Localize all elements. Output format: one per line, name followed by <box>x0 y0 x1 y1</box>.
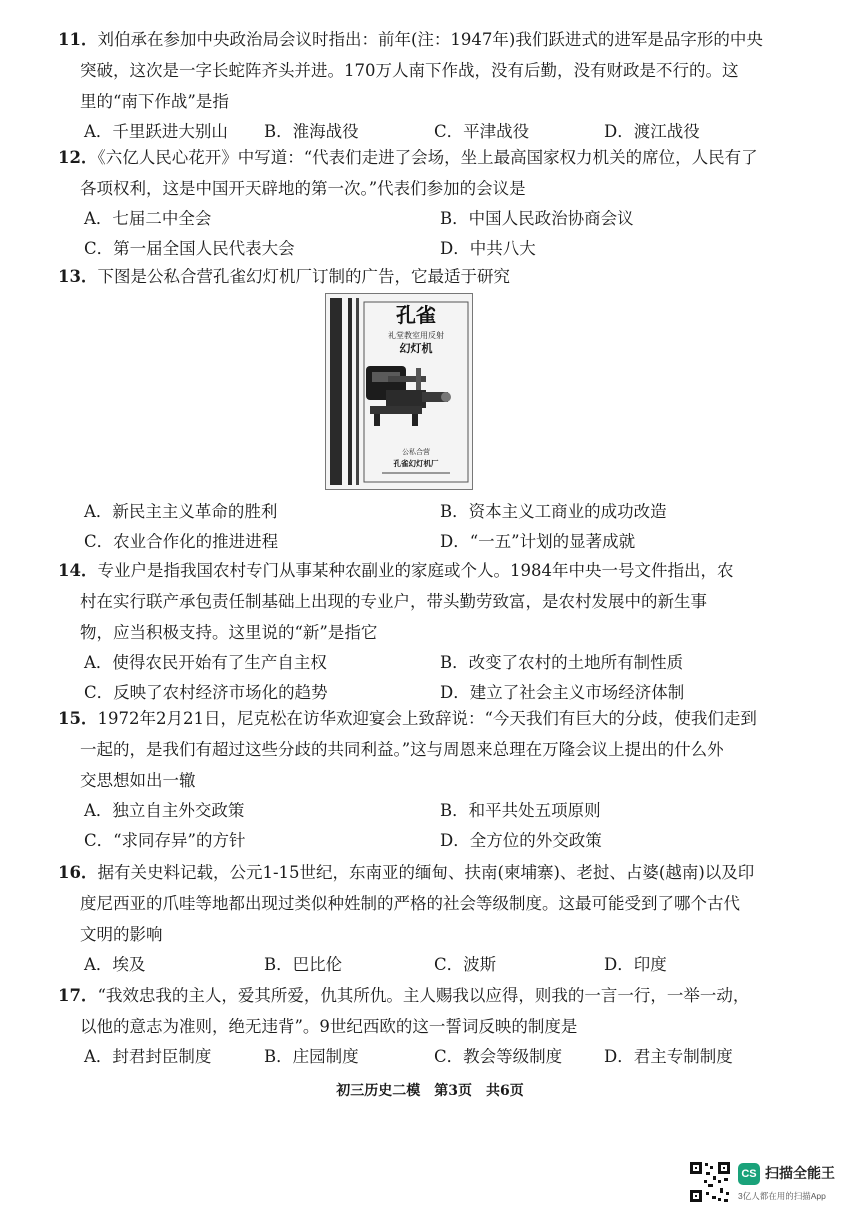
question-text-line: 度尼西亚的爪哇等地都出现过类似种姓制的严格的社会等级制度。这最可能受到了哪个古代 <box>80 894 740 913</box>
ad-subheading: 礼堂教室用反射 <box>388 331 444 340</box>
camscanner-tagline: 3亿人都在用的扫描App <box>738 1191 826 1201</box>
page-footer: 初三历史二模 第3页 共6页 <box>336 1083 524 1099</box>
question-number: 15． <box>58 709 98 728</box>
advertisement-figure <box>325 293 473 490</box>
question-15 <box>58 703 798 856</box>
question-text-line: 刘伯承在参加中央政治局会议时指出：前年(注：1947年)我们跃进式的进军是品字形的中央 <box>97 30 763 49</box>
question-13 <box>58 261 798 292</box>
options <box>58 1042 798 1072</box>
option-d[interactable]: D．君主专制制度 <box>604 1047 733 1066</box>
option-c[interactable]: C．农业合作化的推进进程 <box>84 532 279 551</box>
question-text-line: 村在实行联产承包责任制基础上出现的专业户，带头勤劳致富，是农村发展中的新生事 <box>80 592 707 611</box>
option-a[interactable]: A．七届二中全会 <box>84 209 212 228</box>
option-b[interactable]: B．中国人民政治协商会议 <box>440 209 634 228</box>
question-13-options <box>58 497 798 557</box>
option-d[interactable]: D．渡江战役 <box>604 122 700 141</box>
question-17 <box>58 980 798 1072</box>
question-number: 11． <box>58 30 98 49</box>
question-12 <box>58 142 798 264</box>
ad-heading: 孔雀 <box>396 303 436 327</box>
question-text-line: 文明的影响 <box>80 925 163 944</box>
question-text-line: “我效忠我的主人，爱其所爱，仇其所仇。主人赐我以应得，则我的一言一行，一举一动， <box>97 986 750 1005</box>
option-b[interactable]: B．庄园制度 <box>264 1047 359 1066</box>
ad-product: 幻灯机 <box>399 342 433 355</box>
question-text-line: 突破，这次是一字长蛇阵齐头并进。170万人南下作战，没有后勤，没有财政是不行的。这 <box>80 61 739 80</box>
option-b[interactable]: B．改变了农村的土地所有制性质 <box>440 653 684 672</box>
option-c[interactable]: C．第一届全国人民代表大会 <box>84 239 295 258</box>
camscanner-logo-icon: CS <box>738 1163 760 1185</box>
option-d[interactable]: D．印度 <box>604 955 667 974</box>
option-d[interactable]: D．中共八大 <box>440 239 536 258</box>
ad-bottom-line1: 公私合营 <box>402 448 430 456</box>
question-number: 13． <box>58 267 98 286</box>
question-11 <box>58 24 798 147</box>
options <box>58 950 798 980</box>
question-text-line: 一起的，是我们有超过这些分歧的共同利益。”这与周恩来总理在万隆会议上提出的什么外 <box>80 740 724 759</box>
question-text-line: 物，应当积极支持。这里说的“新”是指它 <box>80 623 378 642</box>
option-b[interactable]: B．和平共处五项原则 <box>440 801 601 820</box>
question-16 <box>58 857 798 980</box>
option-a[interactable]: A．使得农民开始有了生产自主权 <box>84 653 327 672</box>
advertisement-image <box>326 294 472 489</box>
question-text-line: 据有关史料记载，公元1-15世纪，东南亚的缅甸、扶南(柬埔寨)、老挝、占婆(越南)以及印 <box>97 863 755 882</box>
ad-bottom-line2: 孔雀幻灯机厂 <box>393 459 439 468</box>
option-c[interactable]: C．反映了农村经济市场化的趋势 <box>84 683 328 702</box>
option-d[interactable]: D．“一五”计划的显著成就 <box>440 532 636 551</box>
options <box>58 497 798 557</box>
question-14 <box>58 555 798 708</box>
option-b[interactable]: B．资本主义工商业的成功改造 <box>440 502 667 521</box>
question-number: 14． <box>58 561 98 580</box>
question-text-line: 交思想如出一辙 <box>80 771 196 790</box>
option-c[interactable]: C．波斯 <box>434 955 497 974</box>
option-c[interactable]: C．教会等级制度 <box>434 1047 563 1066</box>
option-d[interactable]: D．全方位的外交政策 <box>440 831 602 850</box>
question-text-line: 《六亿人民心花开》中写道：“代表们走进了会场，坐上最高国家权力机关的席位，人民有了 <box>97 148 758 167</box>
question-text-line: 各项权利，这是中国开天辟地的第一次。”代表们参加的会议是 <box>80 179 526 198</box>
option-b[interactable]: B．淮海战役 <box>264 122 359 141</box>
question-text-line: 里的“南下作战”是指 <box>80 92 229 111</box>
option-a[interactable]: A．封君封臣制度 <box>84 1047 212 1066</box>
option-b[interactable]: B．巴比伦 <box>264 955 343 974</box>
question-text-line: 1972年2月21日，尼克松在访华欢迎宴会上致辞说：“今天我们有巨大的分歧，使我们走到 <box>97 709 757 728</box>
option-a[interactable]: A．千里跃进大别山 <box>84 122 228 141</box>
option-c[interactable]: C．平津战役 <box>434 122 530 141</box>
option-d[interactable]: D．建立了社会主义市场经济体制 <box>440 683 685 702</box>
question-text-line: 下图是公私合营孔雀幻灯机厂订制的广告，它最适于研究 <box>97 267 510 286</box>
option-a[interactable]: A．新民主主义革命的胜利 <box>84 502 278 521</box>
question-text-line: 以他的意志为准则，绝无违背”。9世纪西欧的这一誓词反映的制度是 <box>80 1017 578 1036</box>
options <box>58 204 798 264</box>
question-number: 12． <box>58 148 98 167</box>
qr-code-icon <box>688 1160 732 1204</box>
question-number: 16． <box>58 863 98 882</box>
option-a[interactable]: A．独立自主外交政策 <box>84 801 245 820</box>
options <box>58 648 798 708</box>
camscanner-name: 扫描全能王 <box>765 1165 835 1181</box>
option-a[interactable]: A．埃及 <box>84 955 146 974</box>
question-text-line: 专业户是指我国农村专门从事某种农副业的家庭或个人。1984年中央一号文件指出，农 <box>97 561 734 580</box>
question-number: 17． <box>58 986 98 1005</box>
options <box>58 796 798 856</box>
option-c[interactable]: C．“求同存异”的方针 <box>84 831 246 850</box>
